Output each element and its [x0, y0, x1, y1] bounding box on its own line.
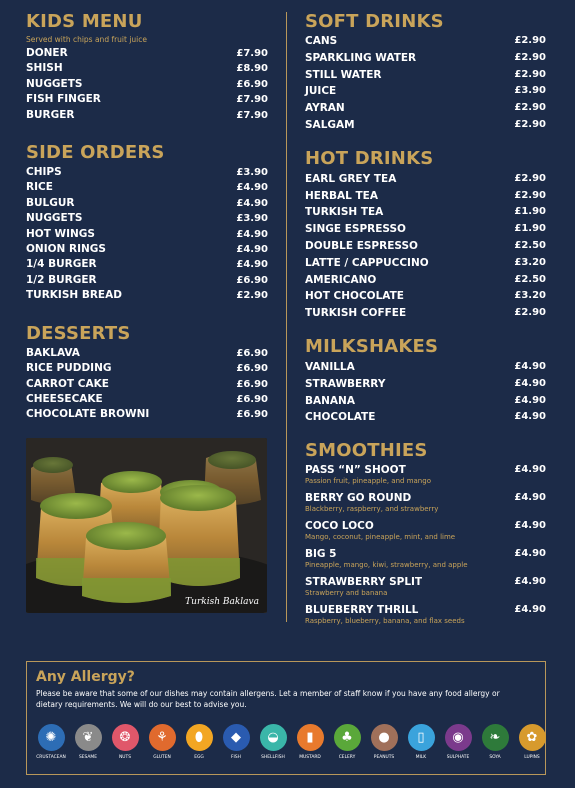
- menu-item-price: £4.90: [236, 228, 268, 240]
- smoothies-list: [305, 463, 546, 626]
- menu-item: [26, 61, 268, 76]
- menu-item: [26, 46, 268, 61]
- desserts-title: DESSERTS: [26, 322, 131, 344]
- menu-item-name: TURKISH TEA: [305, 206, 384, 219]
- wheat-icon: ⚘: [149, 724, 176, 751]
- hot-drinks-list: [305, 171, 546, 322]
- smoothie-name: BERRY GO ROUND: [305, 492, 412, 505]
- menu-item-price: £4.90: [514, 377, 546, 389]
- menu-item-price: £6.90: [236, 78, 268, 90]
- lupin-icon: ✿: [519, 724, 546, 751]
- smoothie-price: £4.90: [514, 464, 546, 476]
- allergen-label: SHELLFISH: [261, 755, 285, 760]
- allergen-milk: [405, 724, 437, 760]
- menu-item-name: HOT CHOCOLATE: [305, 290, 404, 303]
- menu-item-name: HERBAL TEA: [305, 189, 378, 202]
- menu-item-name: BULGUR: [26, 196, 75, 209]
- smoothie-row: [305, 603, 546, 617]
- allergy-notice: [26, 661, 546, 775]
- menu-item-price: £2.50: [514, 273, 546, 285]
- smoothie-name: STRAWBERRY SPLIT: [305, 576, 423, 589]
- crab-icon: ✺: [38, 724, 65, 751]
- menu-item-name: BANANA: [305, 394, 355, 407]
- smoothie-item: [305, 547, 546, 570]
- side-orders-title: SIDE ORDERS: [26, 142, 165, 164]
- menu-item-name: SHISH: [26, 62, 63, 75]
- menu-item-price: £6.90: [236, 363, 268, 375]
- menu-item-name: JUICE: [305, 85, 337, 98]
- smoothie-row: [305, 575, 546, 589]
- menu-item: [305, 305, 546, 322]
- menu-item: [305, 50, 546, 67]
- menu-item-price: £2.90: [514, 35, 546, 46]
- menu-item-price: £3.90: [236, 213, 268, 225]
- menu-item-name: FISH FINGER: [26, 93, 101, 106]
- baklava-illustration: [26, 438, 267, 613]
- smoothie-row: [305, 491, 546, 505]
- menu-item-name: CHIPS: [26, 166, 62, 179]
- menu-item-name: DOUBLE ESPRESSO: [305, 239, 418, 252]
- smoothie-price: £4.90: [514, 492, 546, 504]
- allergen-soya: [479, 724, 511, 760]
- allergen-lupins: [516, 724, 548, 760]
- nut-icon: ❂: [112, 724, 139, 751]
- menu-item-price: £8.90: [236, 63, 268, 75]
- menu-item: [26, 392, 268, 407]
- allergy-title: Any Allergy?: [36, 669, 135, 685]
- menu-item-name: RICE: [26, 181, 53, 194]
- menu-item-name: EARL GREY TEA: [305, 172, 397, 185]
- smoothies-section: [305, 439, 546, 626]
- menu-item-name: 1/4 BURGER: [26, 258, 97, 271]
- smoothie-price: £4.90: [514, 576, 546, 588]
- allergen-peanuts: [368, 724, 400, 760]
- allergen-label: MUSTARD: [299, 755, 321, 760]
- milkshakes-title: MILKSHAKES: [305, 335, 439, 357]
- menu-item-price: £7.90: [236, 48, 268, 59]
- side-orders-list: [26, 165, 268, 304]
- kids-menu-section: [26, 10, 268, 123]
- menu-item-price: £1.90: [514, 223, 546, 235]
- menu-item-name: VANILLA: [305, 360, 355, 373]
- allergen-sesame: [72, 724, 104, 760]
- allergen-label: LUPINS: [524, 755, 540, 760]
- menu-item-price: £1.90: [514, 206, 546, 218]
- desserts-list: [26, 346, 268, 423]
- smoothie-row: [305, 547, 546, 561]
- smoothie-name: BLUEBERRY THRILL: [305, 604, 419, 617]
- smoothie-description: Blackberry, raspberry, and strawberry: [305, 505, 439, 514]
- menu-item-price: £4.90: [514, 394, 546, 406]
- menu-item: [305, 221, 546, 238]
- menu-item-name: 1/2 BURGER: [26, 273, 97, 286]
- smoothie-name: BIG 5: [305, 548, 337, 561]
- smoothie-description: Passion fruit, pineapple, and mango: [305, 477, 431, 486]
- column-divider: [286, 12, 287, 622]
- menu-item: [26, 92, 268, 107]
- menu-item-name: SALGAM: [305, 118, 355, 131]
- allergen-label: EGG: [194, 755, 204, 760]
- soft-drinks-title: SOFT DRINKS: [305, 11, 444, 32]
- smoothie-price: £4.90: [514, 604, 546, 616]
- side-orders-section: [26, 141, 268, 304]
- celery-icon: ♣: [334, 724, 361, 751]
- menu-item: [305, 117, 546, 134]
- menu-item-price: £7.90: [236, 109, 268, 121]
- menu-item-price: £4.90: [514, 411, 546, 423]
- allergen-sulphate: [442, 724, 474, 760]
- menu-item-name: BURGER: [26, 108, 75, 121]
- menu-item-name: CANS: [305, 35, 338, 47]
- milkshakes-section: [305, 335, 546, 426]
- smoothie-item: [305, 603, 546, 626]
- menu-item-price: £2.90: [514, 51, 546, 63]
- allergen-label: CRUSTACEAN: [36, 755, 66, 760]
- left-column: [26, 10, 268, 423]
- hot-drinks-section: [305, 147, 546, 322]
- menu-item-name: NUGGETS: [26, 212, 83, 225]
- menu-item-name: TURKISH COFFEE: [305, 307, 407, 320]
- menu-item-price: £4.90: [236, 197, 268, 209]
- menu-item: [26, 196, 268, 211]
- menu-item-price: £6.90: [236, 274, 268, 286]
- menu-item-price: £3.20: [514, 256, 546, 268]
- menu-item: [305, 359, 546, 376]
- menu-item-price: £6.90: [236, 393, 268, 405]
- kids-menu-list: [26, 46, 268, 123]
- menu-item: [26, 242, 268, 257]
- menu-item-price: £2.90: [514, 102, 546, 114]
- menu-item-price: £2.90: [514, 189, 546, 201]
- menu-item-price: £4.90: [236, 182, 268, 194]
- menu-item: [26, 377, 268, 392]
- smoothie-description: Strawberry and banana: [305, 589, 388, 598]
- menu-item: [26, 288, 268, 303]
- menu-item: [26, 211, 268, 226]
- menu-item: [305, 409, 546, 426]
- smoothie-row: [305, 519, 546, 533]
- soya-icon: ❧: [482, 724, 509, 751]
- smoothie-item: [305, 519, 546, 542]
- menu-item-name: STRAWBERRY: [305, 377, 386, 390]
- soft-drinks-list: [305, 33, 546, 134]
- shell-icon: ◒: [260, 724, 287, 751]
- menu-item-price: £4.90: [236, 259, 268, 271]
- soft-drinks-section: [305, 10, 546, 134]
- sesame-icon: ❦: [75, 724, 102, 751]
- menu-item-price: £2.90: [236, 290, 268, 302]
- menu-item: [305, 33, 546, 50]
- fish-icon: ◆: [223, 724, 250, 751]
- baklava-photo: [26, 438, 267, 613]
- menu-item-price: £2.50: [514, 239, 546, 251]
- allergen-label: NUTS: [119, 755, 131, 760]
- menu-item-price: £2.90: [514, 68, 546, 80]
- allergy-text: Please be aware that some of our dishes may contain allergens. Let a member of staff know if you have any food allergy or dietary requirements. We will do our best to advise you.: [36, 689, 500, 709]
- menu-item: [26, 407, 268, 422]
- kids-menu-title: KIDS MENU: [26, 11, 143, 32]
- allergen-egg: [183, 724, 215, 760]
- menu-item-price: £6.90: [236, 378, 268, 390]
- menu-item-name: SPARKLING WATER: [305, 51, 417, 64]
- allergen-celery: [331, 724, 363, 760]
- allergen-label: MILK: [415, 755, 427, 760]
- menu-item-price: £3.90: [236, 167, 268, 179]
- menu-item: [26, 361, 268, 376]
- menu-item: [26, 227, 268, 242]
- menu-item: [305, 67, 546, 84]
- menu-item-price: £7.90: [236, 94, 268, 106]
- allergen-label: SESAME: [79, 755, 97, 760]
- menu-item: [26, 273, 268, 288]
- milkshakes-list: [305, 359, 546, 426]
- allergen-gluten: [146, 724, 178, 760]
- menu-item: [305, 83, 546, 100]
- menu-item: [305, 204, 546, 221]
- smoothie-row: [305, 463, 546, 477]
- photo-caption: Turkish Baklava: [185, 597, 259, 607]
- menu-item: [26, 346, 268, 361]
- smoothie-description: Pineapple, mango, kiwi, strawberry, and apple: [305, 561, 468, 570]
- smoothie-description: Mango, coconut, pineapple, mint, and lime: [305, 533, 456, 542]
- menu-item-name: ONION RINGS: [26, 243, 106, 256]
- menu-item-price: £6.90: [236, 409, 268, 421]
- menu-item: [305, 272, 546, 289]
- menu-item: [26, 180, 268, 195]
- menu-item-name: CHEESECAKE: [26, 392, 103, 405]
- smoothie-item: [305, 491, 546, 514]
- allergen-label: CELERY: [338, 755, 356, 760]
- menu-item: [305, 393, 546, 410]
- menu-item-name: CARROT CAKE: [26, 377, 109, 390]
- menu-item-price: £2.90: [514, 118, 546, 130]
- smoothie-name: COCO LOCO: [305, 520, 374, 533]
- allergen-label: SULPHATE: [446, 755, 470, 760]
- allergen-label: GLUTEN: [153, 755, 171, 760]
- menu-item-name: BAKLAVA: [26, 346, 80, 359]
- menu-item: [26, 77, 268, 92]
- menu-item-name: SINGE ESPRESSO: [305, 223, 406, 236]
- peanut-icon: ●: [371, 724, 398, 751]
- smoothie-price: £4.90: [514, 520, 546, 532]
- menu-item-name: AMERICANO: [305, 273, 377, 286]
- menu-item-name: TURKISH BREAD: [26, 289, 122, 302]
- menu-item-name: CHOCOLATE: [305, 411, 376, 424]
- allergen-label: SOYA: [489, 755, 501, 760]
- menu-item: [26, 165, 268, 180]
- allergen-fish: [220, 724, 252, 760]
- menu-item: [305, 171, 546, 188]
- menu-item: [305, 376, 546, 393]
- mustard-icon: ▮: [297, 724, 324, 751]
- allergen-nuts: [109, 724, 141, 760]
- smoothie-description: Raspberry, blueberry, banana, and flax seeds: [305, 617, 465, 626]
- desserts-section: [26, 322, 268, 423]
- sulphate-icon: ◉: [445, 724, 472, 751]
- smoothie-price: £4.90: [514, 548, 546, 560]
- milk-icon: ▯: [408, 724, 435, 751]
- menu-item-name: STILL WATER: [305, 68, 382, 81]
- menu-item: [26, 108, 268, 123]
- menu-item-price: £3.20: [514, 290, 546, 302]
- menu-item-name: AYRAN: [305, 102, 345, 115]
- menu-item: [305, 188, 546, 205]
- menu-item: [305, 288, 546, 305]
- menu-item: [305, 238, 546, 255]
- menu-item-name: NUGGETS: [26, 77, 83, 90]
- allergen-shellfish: [257, 724, 289, 760]
- menu-item-price: £2.90: [514, 307, 546, 319]
- menu-item-name: CHOCOLATE BROWNI: [26, 408, 150, 421]
- menu-item: [305, 100, 546, 117]
- smoothie-item: [305, 575, 546, 598]
- menu-item: [305, 255, 546, 272]
- smoothie-item: [305, 463, 546, 486]
- menu-item-name: RICE PUDDING: [26, 362, 112, 375]
- right-column: [305, 10, 546, 631]
- egg-icon: ⬮: [186, 724, 213, 751]
- menu-item-price: £2.90: [514, 172, 546, 184]
- menu-item-price: £3.90: [514, 85, 546, 97]
- hot-drinks-title: HOT DRINKS: [305, 147, 434, 169]
- kids-menu-subtitle: Served with chips and fruit juice: [26, 35, 148, 44]
- menu-item: [26, 257, 268, 272]
- smoothie-name: PASS “N” SHOOT: [305, 464, 406, 477]
- menu-item-price: £6.90: [236, 347, 268, 359]
- allergen-label: PEANUTS: [373, 755, 395, 760]
- smoothies-title: SMOOTHIES: [305, 440, 428, 462]
- allergen-icons: [35, 724, 548, 760]
- menu-item-price: £4.90: [236, 244, 268, 256]
- menu-item-name: DONER: [26, 47, 68, 59]
- menu-item-name: LATTE / CAPPUCCINO: [305, 256, 429, 269]
- menu-item-price: £4.90: [514, 360, 546, 372]
- allergen-label: FISH: [231, 755, 241, 760]
- allergen-mustard: [294, 724, 326, 760]
- menu-item-name: HOT WINGS: [26, 227, 95, 240]
- allergen-crustacean: [35, 724, 67, 760]
